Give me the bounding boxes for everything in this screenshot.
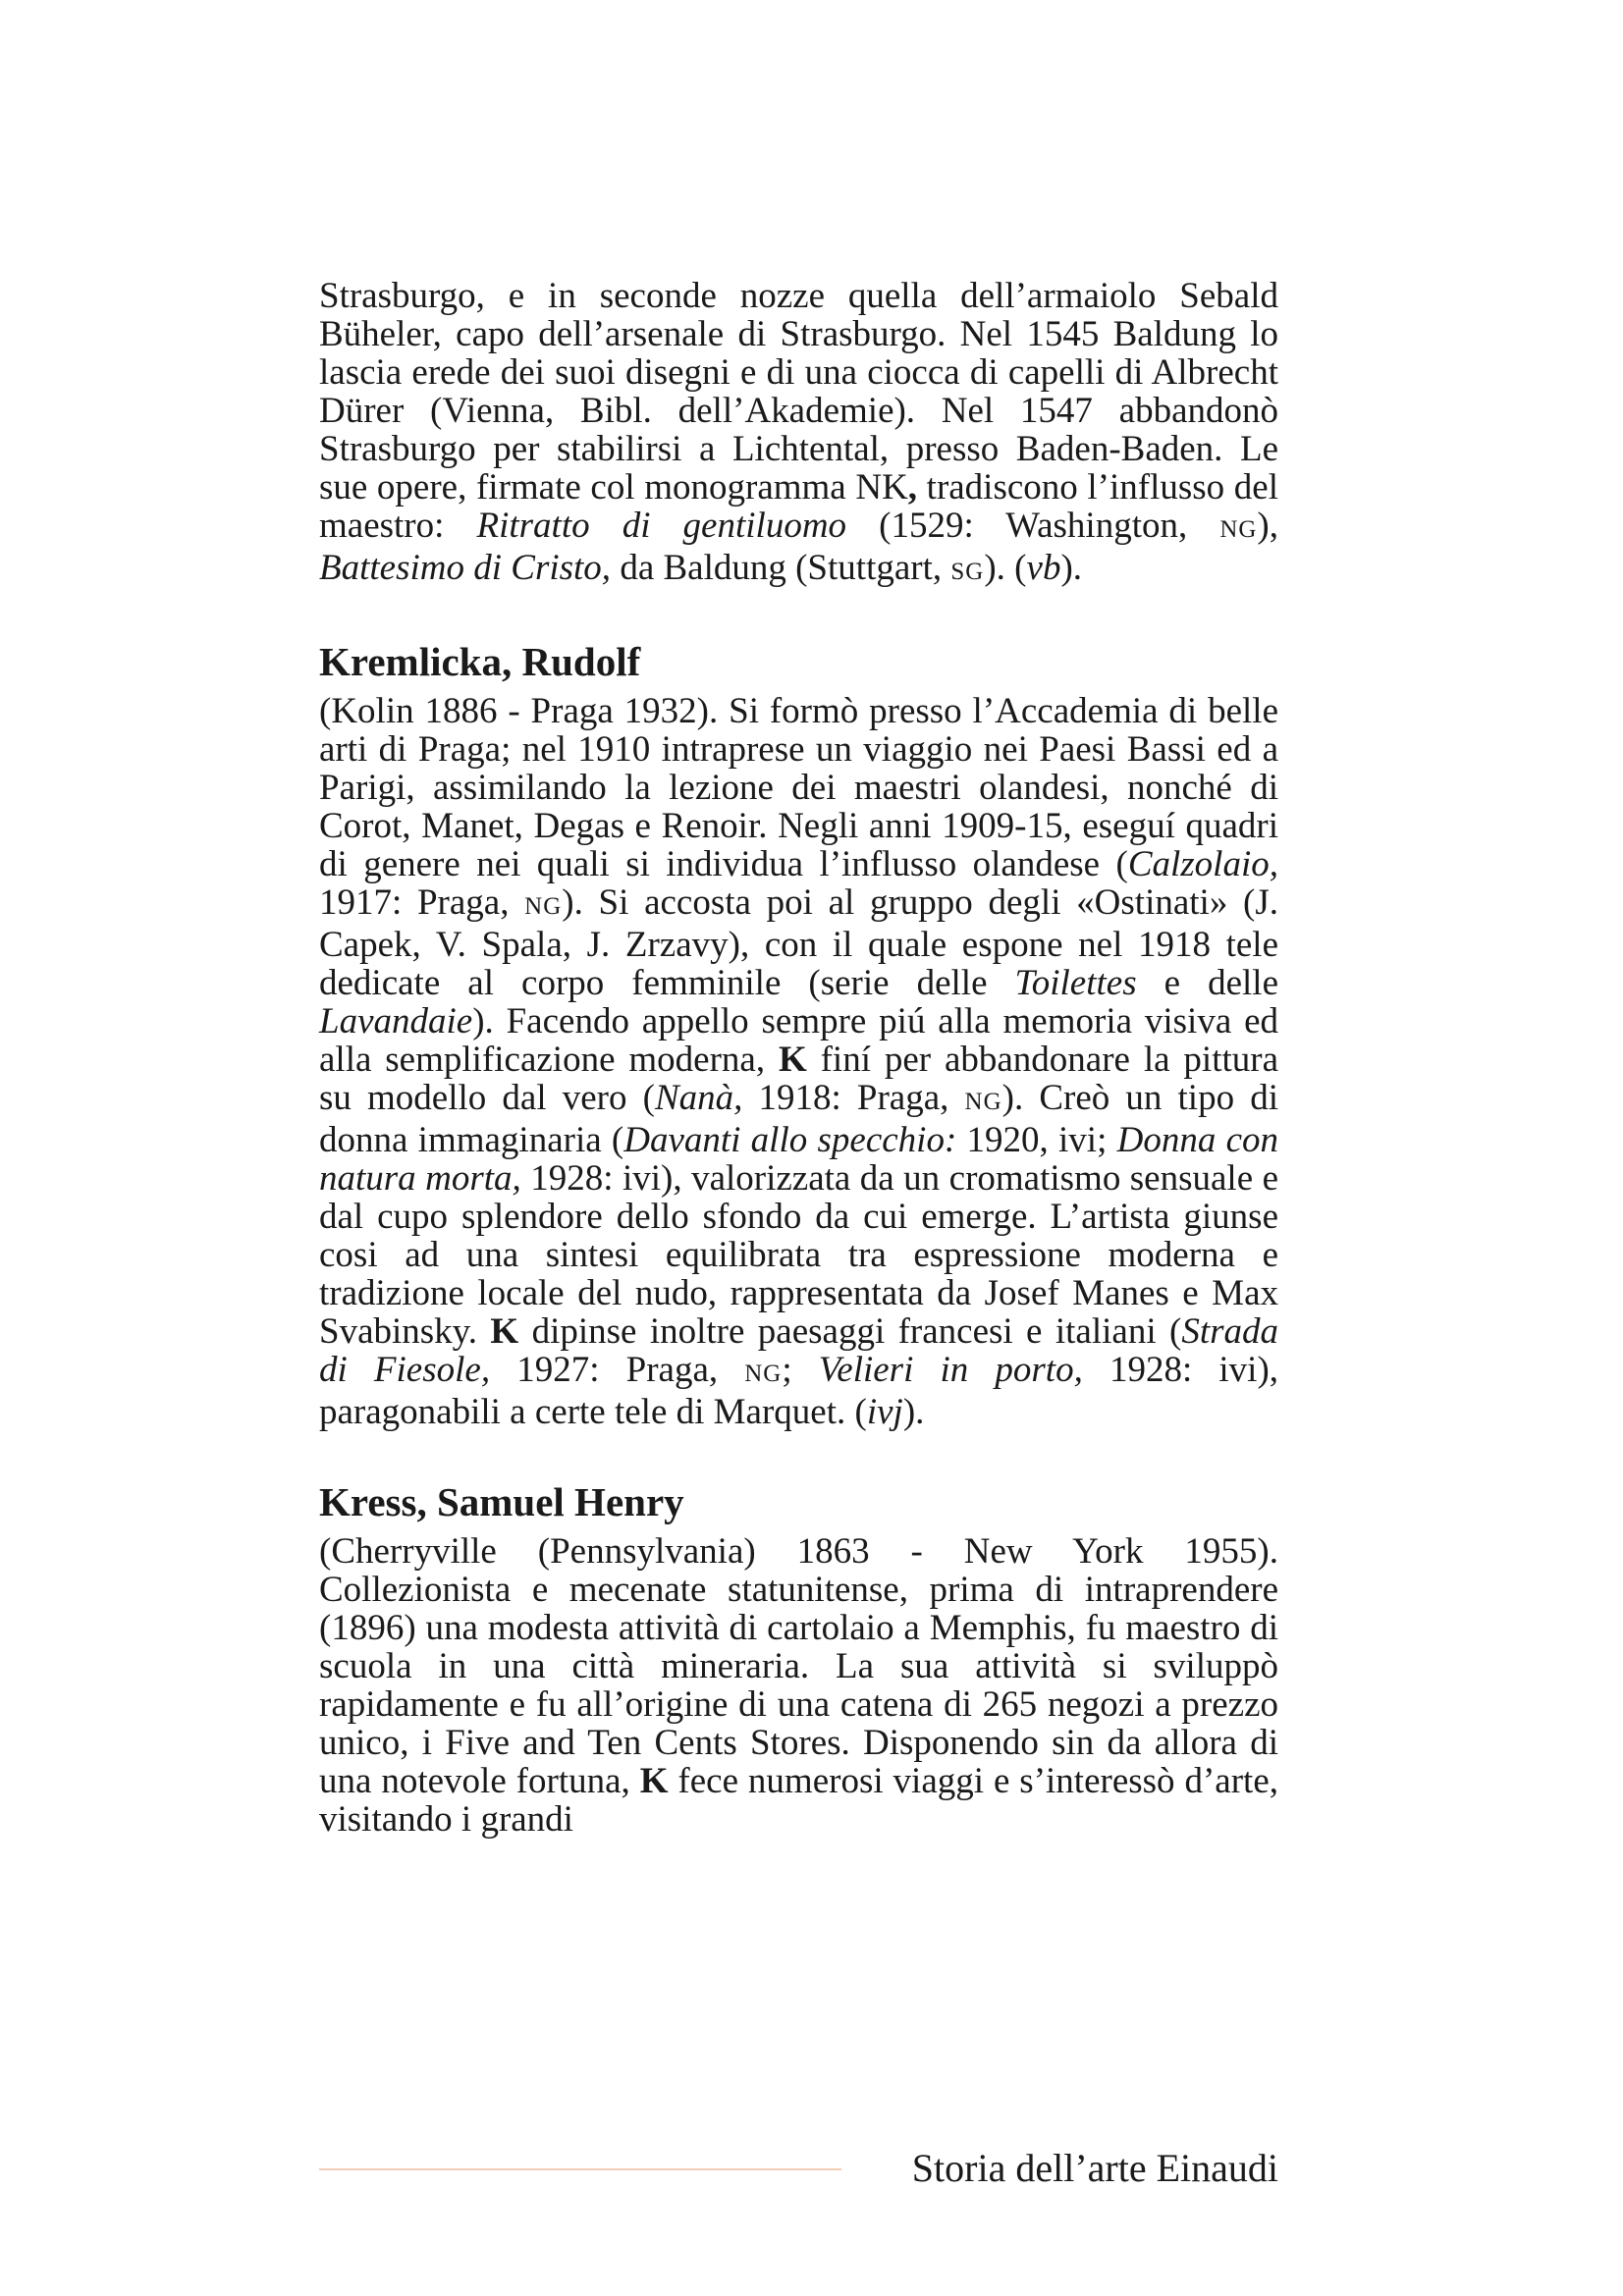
footer-rule xyxy=(319,2168,841,2170)
footer-publisher-label: Storia dell’arte Einaudi xyxy=(911,2146,1278,2190)
entry-title-kremlicka: Kremlicka, Rudolf xyxy=(319,639,641,684)
page-footer xyxy=(319,2145,1278,2194)
entry-body-kremlicka: (Kolin 1886 - Praga 1932). Si formò presso l’Accademia di belle arti di Praga; nel 1910 intraprese un viaggio nei Paesi Bassi ed a Parigi, assimilando la lezione dei maestri olandesi, nonché di Corot, Manet, Degas e Renoir. Negli anni 1909-15, eseguí quadri di genere nei quali si individua l’influsso olandese (Calzolaio, 1917: Praga, NG). Si accosta poi al gruppo degli «Ostinati» (J. Capek, V. Spala, J. Zrzavy), con il quale espone nel 1918 tele dedicate al corpo femminile (serie delle Toilettes e delle Lavandaie). Facendo appello sempre piú alla memoria visiva ed alla semplificazione moderna, K finí per abbandonare la pittura su modello dal vero (Nanà, 1918: Praga, NG). Creò un tipo di donna immaginaria (Davanti allo specchio: 1920, ivi; Donna con natura morta, 1928: ivi), valorizzata da un cromatismo sensuale e dal cupo splendore dello sfondo da cui emerge. L’artista giunse cosi ad una sintesi equilibrata tra espressione moderna e tradizione locale del nudo, rappresentata da Josef Manes e Max Svabinsky. K dipinse inoltre paesaggi francesi e italiani (Strada di Fiesole, 1927: Praga, NG; Velieri in porto, 1928: ivi), paragonabili a certe tele di Marquet. (ivj). xyxy=(319,691,1279,1432)
page-content xyxy=(319,277,1278,1839)
continuation-paragraph: Strasburgo, e in seconde nozze quella dell’armaiolo Sebald Büheler, capo dell’arsenale di Strasburgo. Nel 1545 Baldung lo lascia erede dei suoi disegni e di una ciocca di capelli di Albrecht Dürer (Vienna, Bibl. dell’Akademie). Nel 1547 abbandonò Strasburgo per stabilirsi a Lichtental, presso Baden-Baden. Le sue opere, firmate col monogramma NK, tradiscono l’influsso del maestro: Ritratto di gentiluomo (1529: Washington, NG), Battesimo di Cristo, da Baldung (Stuttgart, SG). (vb). xyxy=(319,276,1278,588)
entry-title-kress: Kress, Samuel Henry xyxy=(319,1479,684,1524)
entry-body-kress: (Cherryville (Pennsylvania) 1863 - New York 1955). Collezionista e mecenate statunitense, prima di intraprendere (1896) una modesta attività di cartolaio a Memphis, fu maestro di scuola in una città mineraria. La sua attività si sviluppò rapidamente e fu all’origine di una catena di 265 negozi a prezzo unico, i Five and Ten Cents Stores. Disponendo sin da allora di una notevole fortuna, K fece numerosi viaggi e s’interessò d’arte, visitando i grandi xyxy=(319,1531,1278,1840)
